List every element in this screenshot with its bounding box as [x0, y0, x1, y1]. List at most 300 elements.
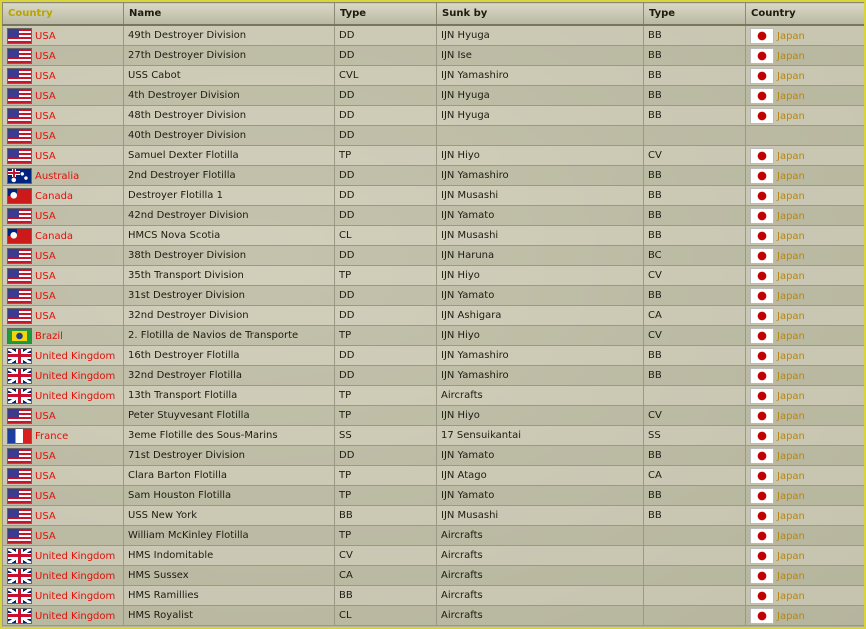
column-header-country[interactable]: Country [3, 3, 124, 26]
cell-sunk-by-type [644, 386, 746, 406]
cell-sunk-by-type: BB [644, 25, 746, 46]
cell-nation [3, 246, 124, 266]
cell-name: 27th Destroyer Division [124, 46, 335, 66]
japan-flag-icon [750, 388, 774, 404]
cell-nation [3, 506, 124, 526]
japan-flag-icon [750, 48, 774, 64]
cell-type: CVL [335, 66, 437, 86]
cell-type: TP [335, 386, 437, 406]
japan-flag-icon [750, 508, 774, 524]
nation-label: Brazil [35, 330, 63, 342]
enemy-country-label: Japan [777, 70, 805, 82]
cell-nation [3, 186, 124, 206]
cell-sunk-by: IJN Yamashiro [437, 346, 644, 366]
japan-flag-icon [750, 428, 774, 444]
table-row[interactable] [3, 106, 865, 126]
cell-nation [3, 426, 124, 446]
cell-enemy-country [746, 446, 865, 466]
nation-label: USA [35, 270, 56, 282]
cell-type: CA [335, 566, 437, 586]
cell-type: CL [335, 606, 437, 626]
cell-enemy-country [746, 106, 865, 126]
cell-sunk-by: IJN Yamashiro [437, 66, 644, 86]
cell-nation [3, 546, 124, 566]
nation-label: United Kingdom [35, 590, 116, 602]
usa-flag-icon [7, 308, 32, 324]
cell-name: HMS Sussex [124, 566, 335, 586]
cell-nation [3, 226, 124, 246]
cell-type: DD [335, 246, 437, 266]
japan-flag-icon [750, 568, 774, 584]
japan-flag-icon [750, 608, 774, 624]
cell-sunk-by: Aircrafts [437, 586, 644, 606]
japan-flag-icon [750, 88, 774, 104]
cell-nation [3, 366, 124, 386]
cell-enemy-country [746, 25, 865, 46]
japan-flag-icon [750, 148, 774, 164]
table-row[interactable] [3, 186, 865, 206]
enemy-country-label: Japan [777, 110, 805, 122]
nation-label: USA [35, 210, 56, 222]
usa-flag-icon [7, 408, 32, 424]
usa-flag-icon [7, 208, 32, 224]
cell-enemy-country [746, 386, 865, 406]
table-row[interactable] [3, 466, 865, 486]
enemy-country-label: Japan [777, 310, 805, 322]
cell-sunk-by: IJN Atago [437, 466, 644, 486]
cell-nation [3, 206, 124, 226]
enemy-country-label: Japan [777, 410, 805, 422]
enemy-country-label: Japan [777, 230, 805, 242]
cell-sunk-by: IJN Musashi [437, 226, 644, 246]
cell-sunk-by: 17 Sensuikantai [437, 426, 644, 446]
uk-flag-icon [7, 608, 32, 624]
cell-type: BB [335, 586, 437, 606]
cell-nation [3, 326, 124, 346]
enemy-country-label: Japan [777, 50, 805, 62]
cell-name: 16th Destroyer Flotilla [124, 346, 335, 366]
cell-nation [3, 446, 124, 466]
usa-flag-icon [7, 248, 32, 264]
cell-enemy-country [746, 406, 865, 426]
enemy-country-label: Japan [777, 190, 805, 202]
japan-flag-icon [750, 68, 774, 84]
usa-flag-icon [7, 268, 32, 284]
cell-enemy-country [746, 266, 865, 286]
cell-nation [3, 166, 124, 186]
cell-nation [3, 86, 124, 106]
cell-sunk-by [437, 126, 644, 146]
nation-label: USA [35, 70, 56, 82]
cell-enemy-country [746, 326, 865, 346]
cell-sunk-by: IJN Musashi [437, 186, 644, 206]
cell-sunk-by: IJN Yamato [437, 206, 644, 226]
table-row[interactable] [3, 506, 865, 526]
cell-type: CL [335, 226, 437, 246]
cell-type: DD [335, 106, 437, 126]
cell-name: HMS Ramillies [124, 586, 335, 606]
cell-sunk-by-type: BB [644, 366, 746, 386]
table-row[interactable] [3, 406, 865, 426]
cell-enemy-country [746, 466, 865, 486]
japan-flag-icon [750, 248, 774, 264]
enemy-country-label: Japan [777, 30, 805, 42]
cell-name: HMCS Nova Scotia [124, 226, 335, 246]
cell-name: 48th Destroyer Division [124, 106, 335, 126]
cell-sunk-by-type: CV [644, 326, 746, 346]
cell-sunk-by: Aircrafts [437, 606, 644, 626]
cell-enemy-country [746, 86, 865, 106]
nation-label: USA [35, 90, 56, 102]
cell-nation [3, 286, 124, 306]
column-header-sunk-by[interactable]: Sunk by [437, 3, 644, 26]
cell-nation [3, 606, 124, 626]
cell-enemy-country [746, 186, 865, 206]
enemy-country-label: Japan [777, 490, 805, 502]
table-row[interactable] [3, 426, 865, 446]
cell-sunk-by: IJN Musashi [437, 506, 644, 526]
japan-flag-icon [750, 448, 774, 464]
nation-label: United Kingdom [35, 570, 116, 582]
table-row[interactable] [3, 66, 865, 86]
cell-nation [3, 346, 124, 366]
cell-nation [3, 586, 124, 606]
cell-enemy-country [746, 586, 865, 606]
enemy-country-label: Japan [777, 290, 805, 302]
cell-enemy-country [746, 166, 865, 186]
cell-name: HMS Indomitable [124, 546, 335, 566]
cell-sunk-by-type: CA [644, 466, 746, 486]
cell-enemy-country [746, 506, 865, 526]
enemy-country-label: Japan [777, 430, 805, 442]
usa-flag-icon [7, 528, 32, 544]
table-row[interactable] [3, 306, 865, 326]
cell-enemy-country [746, 226, 865, 246]
cell-enemy-country [746, 486, 865, 506]
japan-flag-icon [750, 368, 774, 384]
usa-flag-icon [7, 48, 32, 64]
cell-name: 3eme Flotille des Sous-Marins [124, 426, 335, 446]
cell-sunk-by: Aircrafts [437, 546, 644, 566]
cell-sunk-by-type: BB [644, 106, 746, 126]
cell-sunk-by-type: SS [644, 426, 746, 446]
enemy-country-label: Japan [777, 250, 805, 262]
cell-sunk-by-type: BB [644, 66, 746, 86]
cell-enemy-country [746, 606, 865, 626]
cell-nation [3, 66, 124, 86]
nation-label: USA [35, 290, 56, 302]
cell-enemy-country [746, 426, 865, 446]
cell-name: USS Cabot [124, 66, 335, 86]
japan-flag-icon [750, 268, 774, 284]
cell-sunk-by: IJN Ise [437, 46, 644, 66]
cell-sunk-by: IJN Hiyo [437, 146, 644, 166]
nation-label: USA [35, 530, 56, 542]
usa-flag-icon [7, 448, 32, 464]
enemy-country-label: Japan [777, 270, 805, 282]
column-header-name[interactable]: Name [124, 3, 335, 26]
japan-flag-icon [750, 468, 774, 484]
column-header-sunk-by-type[interactable]: Type [644, 3, 746, 26]
cell-sunk-by: IJN Hiyo [437, 406, 644, 426]
uk-flag-icon [7, 568, 32, 584]
cell-type: TP [335, 146, 437, 166]
cell-type: DD [335, 206, 437, 226]
nation-label: USA [35, 250, 56, 262]
losses-table [2, 2, 865, 626]
enemy-country-label: Japan [777, 610, 805, 622]
cell-enemy-country [746, 286, 865, 306]
cell-type: TP [335, 406, 437, 426]
cell-type: DD [335, 25, 437, 46]
cell-sunk-by: Aircrafts [437, 526, 644, 546]
cell-nation [3, 566, 124, 586]
cell-name: 4th Destroyer Division [124, 86, 335, 106]
table-row[interactable] [3, 526, 865, 546]
cell-type: DD [335, 166, 437, 186]
nation-label: United Kingdom [35, 390, 116, 402]
column-header-type[interactable]: Type [335, 3, 437, 26]
cell-sunk-by-type: BB [644, 446, 746, 466]
table-row[interactable] [3, 166, 865, 186]
cell-type: BB [335, 506, 437, 526]
nation-label: USA [35, 110, 56, 122]
cell-type: TP [335, 326, 437, 346]
usa-flag-icon [7, 488, 32, 504]
cell-name: 42nd Destroyer Division [124, 206, 335, 226]
japan-flag-icon [750, 528, 774, 544]
cell-sunk-by-type: BB [644, 186, 746, 206]
cell-sunk-by-type: BB [644, 86, 746, 106]
cell-type: DD [335, 446, 437, 466]
nation-label: USA [35, 310, 56, 322]
cell-name: Sam Houston Flotilla [124, 486, 335, 506]
nation-label: USA [35, 50, 56, 62]
usa-flag-icon [7, 108, 32, 124]
japan-flag-icon [750, 208, 774, 224]
usa-flag-icon [7, 28, 32, 44]
cell-name: 2nd Destroyer Flotilla [124, 166, 335, 186]
cell-enemy-country [746, 366, 865, 386]
cell-sunk-by-type: BC [644, 246, 746, 266]
cell-name: 13th Transport Flotilla [124, 386, 335, 406]
cell-sunk-by: IJN Hyuga [437, 25, 644, 46]
cell-sunk-by: IJN Yamato [437, 486, 644, 506]
japan-flag-icon [750, 228, 774, 244]
table-row[interactable] [3, 606, 865, 626]
nation-label: United Kingdom [35, 370, 116, 382]
nation-label: Australia [35, 170, 80, 182]
cell-nation [3, 526, 124, 546]
uk-flag-icon [7, 368, 32, 384]
uk-flag-icon [7, 388, 32, 404]
cell-name: Peter Stuyvesant Flotilla [124, 406, 335, 426]
cell-type: DD [335, 186, 437, 206]
cell-sunk-by-type: BB [644, 346, 746, 366]
cell-sunk-by-type: BB [644, 166, 746, 186]
cell-type: DD [335, 86, 437, 106]
cell-enemy-country [746, 246, 865, 266]
table-row[interactable] [3, 486, 865, 506]
cell-type: TP [335, 526, 437, 546]
table-row[interactable] [3, 366, 865, 386]
cell-type: TP [335, 486, 437, 506]
cell-sunk-by: IJN Haruna [437, 246, 644, 266]
table-row[interactable] [3, 86, 865, 106]
cell-nation [3, 306, 124, 326]
japan-flag-icon [750, 408, 774, 424]
nation-label: United Kingdom [35, 350, 116, 362]
cell-sunk-by-type: BB [644, 46, 746, 66]
cell-nation [3, 126, 124, 146]
enemy-country-label: Japan [777, 170, 805, 182]
table-row[interactable] [3, 25, 865, 46]
cell-type: DD [335, 286, 437, 306]
cell-sunk-by-type: BB [644, 286, 746, 306]
enemy-country-label: Japan [777, 330, 805, 342]
france-flag-icon [7, 428, 32, 444]
nation-label: USA [35, 150, 56, 162]
cell-sunk-by: IJN Hiyo [437, 326, 644, 346]
cell-sunk-by-type [644, 126, 746, 146]
cell-sunk-by-type: CA [644, 306, 746, 326]
cell-nation [3, 466, 124, 486]
cell-enemy-country [746, 66, 865, 86]
cell-type: SS [335, 426, 437, 446]
table-row[interactable] [3, 286, 865, 306]
cell-name: HMS Royalist [124, 606, 335, 626]
usa-flag-icon [7, 68, 32, 84]
enemy-country-label: Japan [777, 590, 805, 602]
enemy-country-label: Japan [777, 530, 805, 542]
table-row[interactable] [3, 46, 865, 66]
australia-flag-icon [7, 168, 32, 184]
table-row[interactable] [3, 266, 865, 286]
cell-type: DD [335, 46, 437, 66]
cell-name: 49th Destroyer Division [124, 25, 335, 46]
cell-enemy-country [746, 546, 865, 566]
nation-label: USA [35, 470, 56, 482]
cell-type: DD [335, 346, 437, 366]
canada-flag-icon [7, 228, 32, 244]
cell-nation [3, 386, 124, 406]
cell-nation [3, 106, 124, 126]
cell-sunk-by: IJN Yamato [437, 446, 644, 466]
enemy-country-label: Japan [777, 550, 805, 562]
column-header-enemy-country[interactable]: Country [746, 3, 865, 26]
enemy-country-label: Japan [777, 390, 805, 402]
table-row[interactable] [3, 386, 865, 406]
brazil-flag-icon [7, 328, 32, 344]
cell-name: 35th Transport Division [124, 266, 335, 286]
cell-name: 40th Destroyer Division [124, 126, 335, 146]
cell-name: USS New York [124, 506, 335, 526]
enemy-country-label: Japan [777, 370, 805, 382]
cell-sunk-by: Aircrafts [437, 386, 644, 406]
cell-enemy-country [746, 526, 865, 546]
nation-label: USA [35, 410, 56, 422]
nation-label: Canada [35, 230, 74, 242]
cell-sunk-by-type [644, 546, 746, 566]
japan-flag-icon [750, 488, 774, 504]
cell-name: 31st Destroyer Division [124, 286, 335, 306]
japan-flag-icon [750, 28, 774, 44]
cell-name: Destroyer Flotilla 1 [124, 186, 335, 206]
cell-nation [3, 146, 124, 166]
table-row[interactable] [3, 246, 865, 266]
table-row[interactable] [3, 346, 865, 366]
nation-label: Canada [35, 190, 74, 202]
enemy-country-label: Japan [777, 450, 805, 462]
cell-sunk-by-type: BB [644, 506, 746, 526]
table-row[interactable] [3, 206, 865, 226]
cell-sunk-by-type [644, 606, 746, 626]
table-row[interactable] [3, 126, 865, 146]
nation-label: United Kingdom [35, 550, 116, 562]
nation-label: United Kingdom [35, 610, 116, 622]
cell-type: TP [335, 266, 437, 286]
cell-nation [3, 25, 124, 46]
nation-label: France [35, 430, 69, 442]
cell-sunk-by: IJN Hyuga [437, 86, 644, 106]
cell-enemy-country [746, 346, 865, 366]
usa-flag-icon [7, 128, 32, 144]
japan-flag-icon [750, 548, 774, 564]
cell-sunk-by-type: CV [644, 266, 746, 286]
cell-name: 38th Destroyer Division [124, 246, 335, 266]
uk-flag-icon [7, 548, 32, 564]
usa-flag-icon [7, 288, 32, 304]
cell-sunk-by-type: CV [644, 146, 746, 166]
table-row[interactable] [3, 226, 865, 246]
cell-nation [3, 406, 124, 426]
japan-flag-icon [750, 108, 774, 124]
cell-sunk-by-type: CV [644, 406, 746, 426]
cell-name: 71st Destroyer Division [124, 446, 335, 466]
table-row[interactable] [3, 326, 865, 346]
cell-sunk-by-type: BB [644, 206, 746, 226]
cell-enemy-country [746, 146, 865, 166]
table-row[interactable] [3, 146, 865, 166]
enemy-country-label: Japan [777, 150, 805, 162]
cell-name: 32nd Destroyer Flotilla [124, 366, 335, 386]
enemy-country-label: Japan [777, 90, 805, 102]
table-row[interactable] [3, 566, 865, 586]
table-row[interactable] [3, 446, 865, 466]
cell-name: 2. Flotilla de Navios de Transporte [124, 326, 335, 346]
japan-flag-icon [750, 328, 774, 344]
uk-flag-icon [7, 588, 32, 604]
usa-flag-icon [7, 508, 32, 524]
enemy-country-label: Japan [777, 350, 805, 362]
cell-name: Samuel Dexter Flotilla [124, 146, 335, 166]
table-row[interactable] [3, 546, 865, 566]
cell-enemy-country [746, 126, 865, 146]
cell-sunk-by: IJN Yamashiro [437, 166, 644, 186]
cell-type: CV [335, 546, 437, 566]
cell-enemy-country [746, 206, 865, 226]
nation-label: USA [35, 30, 56, 42]
cell-enemy-country [746, 566, 865, 586]
cell-nation [3, 486, 124, 506]
table-row[interactable] [3, 586, 865, 606]
japan-flag-icon [750, 288, 774, 304]
cell-enemy-country [746, 46, 865, 66]
japan-flag-icon [750, 188, 774, 204]
cell-sunk-by: IJN Yamashiro [437, 366, 644, 386]
usa-flag-icon [7, 148, 32, 164]
usa-flag-icon [7, 88, 32, 104]
